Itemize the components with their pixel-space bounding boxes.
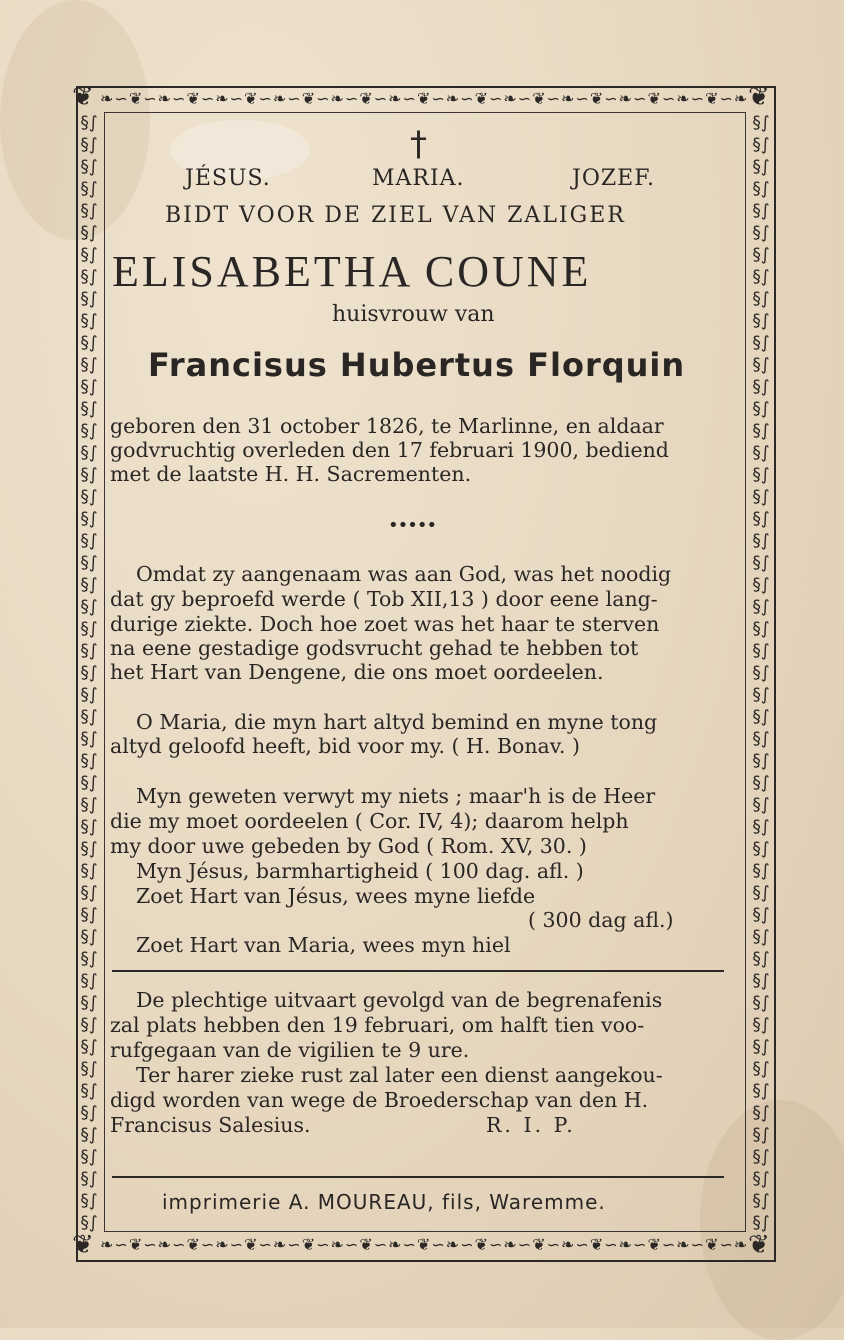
corner-ornament-icon: ❦	[72, 1230, 94, 1260]
printer-imprint: imprimerie A. MOUREAU, fils, Waremme.	[162, 1190, 606, 1214]
pray-line: BIDT VOOR DE ZIEL VAN ZALIGER	[165, 203, 626, 228]
relation-text: huisvrouw van	[332, 302, 495, 327]
funeral-line: digd worden van wege de Broederschap van den H.	[110, 1088, 649, 1112]
separator-rule	[112, 970, 724, 972]
ornament-right: §∫§∫§∫§∫§∫§∫§∫§∫§∫§∫§∫§∫§∫§∫§∫§∫§∫§∫§∫§∫§∫§∫§∫§∫§∫§∫§∫§∫§∫§∫§∫§∫§∫§∫§∫§∫§∫§∫§∫§∫§∫§∫§∫§∫§∫§∫§∫§∫§∫§∫§∫	[752, 113, 770, 1232]
funeral-line: zal plats hebben den 19 februari, om halft tien voo-	[110, 1013, 645, 1037]
corner-ornament-icon: ❦	[748, 82, 770, 112]
prayer-line: O Maria, die myn hart altyd bemind en myne tong	[136, 710, 658, 734]
corner-ornament-icon: ❦	[748, 1230, 770, 1260]
meditation-line: durige ziekte. Doch hoe zoet was het haar te sterven	[110, 612, 660, 636]
meditation-line: het Hart van Dengene, die ons moet oordeelen.	[110, 660, 604, 684]
conscience-line: Myn geweten verwyt my niets ; maar'h is de Heer	[136, 784, 656, 808]
conscience-line: die my moet oordeelen ( Cor. IV, 4); daarom helph	[110, 809, 629, 833]
separator-rule	[112, 1176, 724, 1178]
deceased-name: ELISABETHA COUNE	[112, 247, 592, 296]
meditation-line: na eene gestadige godsvrucht gehad te hebben tot	[110, 636, 639, 660]
divider-ornament: •••••	[388, 515, 437, 536]
ornament-top: ❧∽❦∽❧∽❦∽❧∽❦∽❧∽❦∽❧∽❦∽❧∽❦∽❧∽❦∽❧∽❦∽❧∽❦∽❧∽❦∽❧∽❦∽❧	[100, 92, 748, 106]
prayer-line: altyd geloofd heeft, bid voor my. ( H. Bonav. )	[110, 734, 580, 758]
funeral-line: Ter harer zieke rust zal later een dienst aangekou-	[136, 1063, 663, 1087]
invocation-jozef: JOZEF.	[572, 166, 656, 191]
meditation-line: dat gy beproefd werde ( Tob XII,13 ) door eene lang-	[110, 587, 658, 611]
ornament-bottom: ❧∽❦∽❧∽❦∽❧∽❦∽❧∽❦∽❧∽❦∽❧∽❦∽❧∽❦∽❧∽❦∽❧∽❦∽❧∽❦∽❧∽❦∽❧	[100, 1238, 748, 1252]
rip-text: R. I. P.	[486, 1113, 576, 1137]
funeral-line: rufgegaan van de vigilien te 9 ure.	[110, 1038, 470, 1062]
biography-line: godvruchtig overleden den 17 februari 1900, bediend	[110, 438, 669, 462]
invocation-maria: MARIA.	[372, 166, 465, 191]
ornament-left: §∫§∫§∫§∫§∫§∫§∫§∫§∫§∫§∫§∫§∫§∫§∫§∫§∫§∫§∫§∫§∫§∫§∫§∫§∫§∫§∫§∫§∫§∫§∫§∫§∫§∫§∫§∫§∫§∫§∫§∫§∫§∫§∫§∫§∫§∫§∫§∫§∫§∫§∫	[80, 113, 98, 1232]
spouse-name: Francisus Hubertus Florquin	[148, 346, 686, 384]
invocation-jesus: JÉSUS.	[185, 166, 271, 191]
ejaculation-line: Zoet Hart van Jésus, wees myne liefde	[136, 884, 536, 908]
biography-line: met de laatste H. H. Sacrementen.	[110, 462, 472, 486]
conscience-line: my door uwe gebeden by God ( Rom. XV, 30. )	[110, 834, 587, 858]
ejaculation-line: ( 300 dag afl.)	[528, 908, 674, 932]
funeral-line: Francisus Salesius.	[110, 1113, 311, 1137]
ejaculation-line: Zoet Hart van Maria, wees myn hiel	[136, 933, 511, 957]
corner-ornament-icon: ❦	[72, 82, 94, 112]
ejaculation-line: Myn Jésus, barmhartigheid ( 100 dag. afl. )	[136, 859, 584, 883]
biography-line: geboren den 31 october 1826, te Marlinne, en aldaar	[110, 414, 664, 438]
cross-icon: †	[410, 124, 427, 164]
meditation-line: Omdat zy aangenaam was aan God, was het noodig	[136, 562, 672, 586]
funeral-line: De plechtige uitvaart gevolgd van de begrenafenis	[136, 988, 663, 1012]
